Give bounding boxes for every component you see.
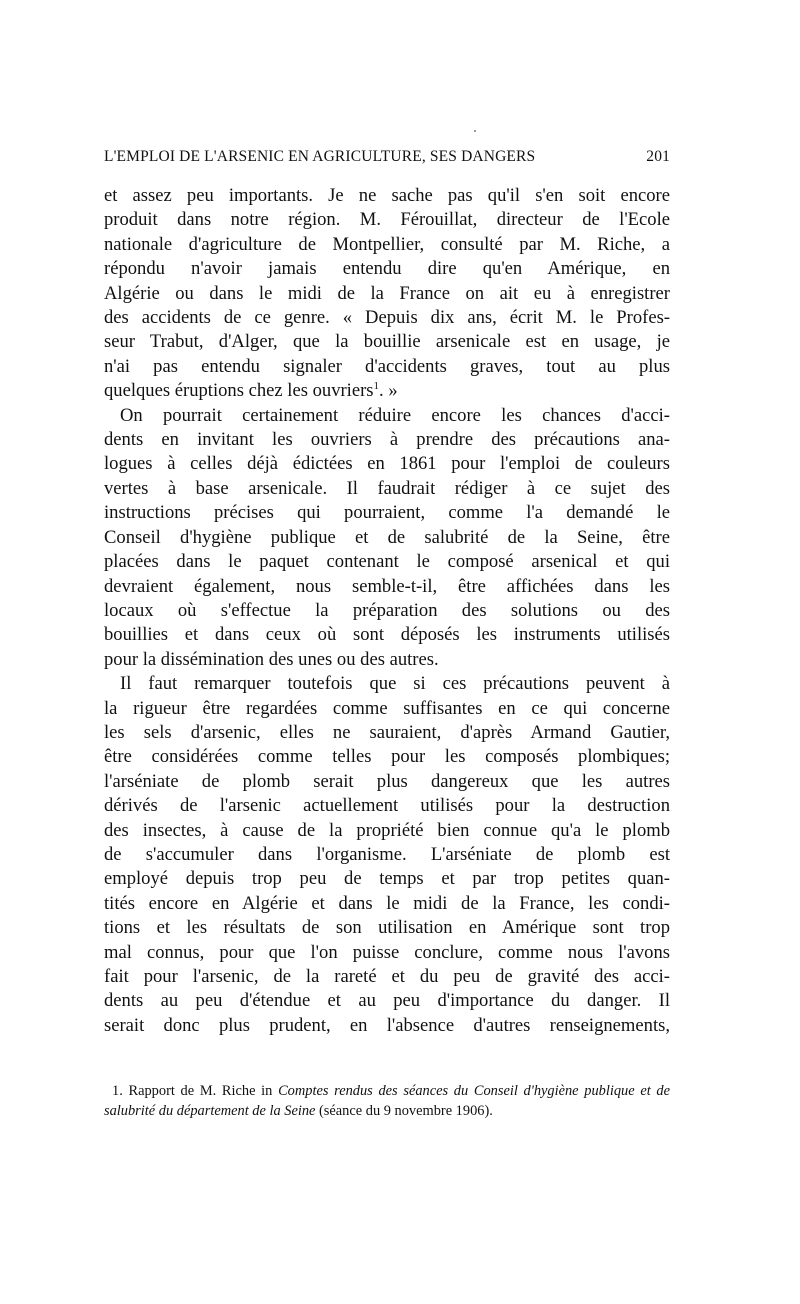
text-line: Algérie ou dans le midi de la France on ait eu à enregistrer	[104, 282, 670, 304]
text-line: instructions précises qui pourraient, comme l'a demandé le	[104, 502, 670, 524]
text-line: les sels d'arsenic, elles ne sauraient, d'après Armand Gautier,	[104, 721, 670, 743]
text-line: tions et les résultats de son utilisation en Amérique sont trop	[104, 917, 670, 939]
footnote-text-start: Rapport de M. Riche in	[128, 1083, 279, 1099]
text-line: quelques éruptions chez les ouvriers	[104, 380, 374, 402]
paragraph-1	[104, 184, 670, 404]
text-line: des accidents de ce genre. « Depuis dix ans, écrit M. le Profes-	[104, 307, 670, 329]
running-header	[104, 148, 670, 166]
text-line: nationale d'agriculture de Montpellier, consulté par M. Riche, a	[104, 233, 670, 255]
text-line: devraient également, nous semble-t-il, être affichées dans les	[104, 575, 670, 597]
text-line: tités encore en Algérie et dans le midi de la France, les condi-	[104, 892, 670, 914]
footnote-text-end: (séance du 9 novembre 1906).	[315, 1102, 493, 1119]
footnote-ref: 1	[373, 380, 380, 393]
text-line: l'arséniate de plomb serait plus dangereux que les autres	[104, 770, 670, 792]
footnote	[104, 1082, 670, 1121]
text-line: employé depuis trop peu de temps et par trop petites quan-	[104, 868, 670, 890]
text-line: seur Trabut, d'Alger, que la bouillie arsenicale est en usage, je	[104, 331, 670, 353]
text-line: pour la dissémination des unes ou des autres.	[104, 648, 439, 670]
footnote-number: 1.	[112, 1083, 123, 1099]
text-line: dents en invitant les ouvriers à prendre des précautions ana-	[104, 429, 670, 451]
text-line: Conseil d'hygiène publique et de salubrité de la Seine, être	[104, 526, 670, 548]
text-line: serait donc plus prudent, en l'absence d'autres renseignements,	[104, 1014, 670, 1036]
main-text	[104, 184, 670, 1038]
text-line: Il faut remarquer toutefois que si ces précautions peuvent à	[120, 673, 670, 695]
text-line: de s'accumuler dans l'organisme. L'arséniate de plomb est	[104, 843, 670, 865]
paragraph-2	[104, 404, 670, 672]
text-line: On pourrait certainement réduire encore les chances d'acci-	[120, 404, 670, 426]
text-line-last	[104, 379, 670, 403]
text-line: dérivés de l'arsenic actuellement utilisés pour la destruction	[104, 795, 670, 817]
text-line-tail: . »	[379, 380, 398, 402]
page-speck	[474, 130, 476, 132]
text-line: fait pour l'arsenic, de la rareté et du peu de gravité des acci-	[104, 966, 670, 987]
footnote-italic-title: Comptes rendus des séances du Conseil d'hygiène publique et de salubrité du département de la Seine	[104, 1083, 670, 1119]
text-line: vertes à base arsenicale. Il faudrait rédiger à ce sujet des	[104, 477, 670, 499]
text-line: bouillies et dans ceux où sont déposés les instruments utilisés	[104, 624, 670, 646]
paragraph-3	[104, 672, 670, 1038]
page-number: 201	[646, 148, 670, 165]
text-line: locaux où s'effectue la préparation des solutions ou des	[104, 599, 670, 621]
text-line: la rigueur être regardées comme suffisantes en ce qui concerne	[104, 697, 670, 719]
running-title: L'EMPLOI DE L'ARSENIC EN AGRICULTURE, SES DANGERS	[104, 148, 536, 165]
text-line: être considérées comme telles pour les composés plombiques;	[104, 746, 670, 768]
text-line: des insectes, à cause de la propriété bien connue qu'a le plomb	[104, 819, 670, 841]
text-line: répondu n'avoir jamais entendu dire qu'en Amérique, en	[104, 258, 670, 280]
text-line: mal connus, pour que l'on puisse conclure, comme nous l'avons	[104, 941, 670, 963]
text-line: dents au peu d'étendue et au peu d'importance du danger. Il	[104, 990, 670, 1012]
text-line: produit dans notre région. M. Férouillat, directeur de l'Ecole	[104, 209, 670, 231]
text-line: et assez peu importants. Je ne sache pas qu'il s'en soit encore	[104, 185, 670, 206]
text-line: placées dans le paquet contenant le composé arsenical et qui	[104, 551, 670, 573]
text-line: n'ai pas entendu signaler d'accidents graves, tout au plus	[104, 355, 670, 377]
text-line: logues à celles déjà édictées en 1861 pour l'emploi de couleurs	[104, 453, 670, 475]
